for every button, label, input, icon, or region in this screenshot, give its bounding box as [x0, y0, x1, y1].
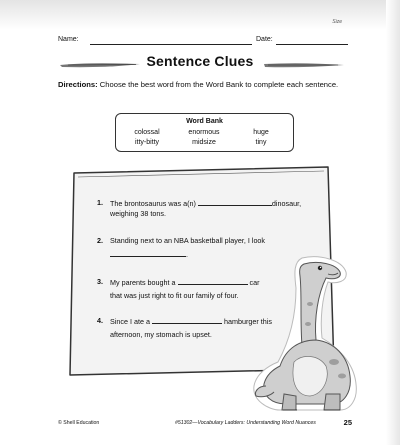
question-number: 1.	[97, 198, 103, 207]
right-brush-stroke	[262, 60, 346, 70]
question-text: dinosaur,	[271, 199, 302, 208]
question-text: .	[186, 250, 188, 259]
question-text-line: afternoon, my stomach is upset.	[110, 330, 212, 339]
page-title: Sentence Clues	[146, 53, 254, 69]
name-line[interactable]	[90, 44, 252, 45]
footer-publisher: © Shell Education	[58, 420, 100, 426]
word-bank-word: colossal	[134, 129, 160, 136]
top-shade	[0, 0, 400, 30]
question-text-line	[110, 249, 188, 259]
question-text-line: that was just right to fit our family of four.	[110, 291, 239, 300]
word-bank-word: tiny	[255, 139, 267, 146]
answer-blank[interactable]	[152, 316, 222, 324]
question-number: 2.	[97, 236, 103, 245]
answer-blank[interactable]	[110, 249, 186, 257]
footer-book-title: #51302—Vocabulary Ladders: Understanding Word Nuances	[175, 420, 316, 426]
word-bank-word: itty-bitty	[134, 139, 160, 146]
word-bank-title: Word Bank	[186, 118, 223, 125]
question-number: 4.	[97, 316, 103, 325]
word-bank	[115, 113, 294, 152]
date-line[interactable]	[276, 44, 348, 45]
question-text: My parents bought a	[110, 278, 176, 287]
name-label: Name:	[58, 36, 79, 43]
word-bank-word: huge	[253, 129, 269, 136]
word-bank-word: midsize	[192, 139, 216, 146]
directions-text: Choose the best word from the Word Bank to complete each sentence.	[99, 80, 339, 89]
question-text-line: weighing 38 tons.	[110, 209, 166, 218]
question-text: Since I ate a	[110, 317, 150, 326]
question-text-line	[110, 277, 260, 287]
name-date-row	[58, 36, 348, 48]
date-label: Date:	[256, 36, 273, 43]
answer-blank[interactable]	[178, 277, 248, 285]
answer-blank[interactable]	[198, 198, 272, 206]
directions	[58, 80, 348, 90]
question-text-line: Standing next to an NBA basketball player, I look	[110, 236, 266, 245]
corner-label: Size	[332, 19, 342, 25]
question-number: 3.	[97, 277, 103, 286]
left-brush-stroke	[58, 60, 142, 70]
question-text: car	[249, 278, 260, 287]
directions-lead: Directions:	[58, 80, 98, 89]
word-bank-word: enormous	[188, 129, 220, 136]
dinosaur-illustration	[250, 254, 364, 414]
question-text-line	[110, 198, 301, 208]
question-text-line	[110, 316, 272, 326]
page-number: 25	[343, 418, 352, 427]
question-text: The brontosaurus was a(n)	[110, 199, 196, 208]
question-text: hamburger this	[223, 317, 272, 326]
